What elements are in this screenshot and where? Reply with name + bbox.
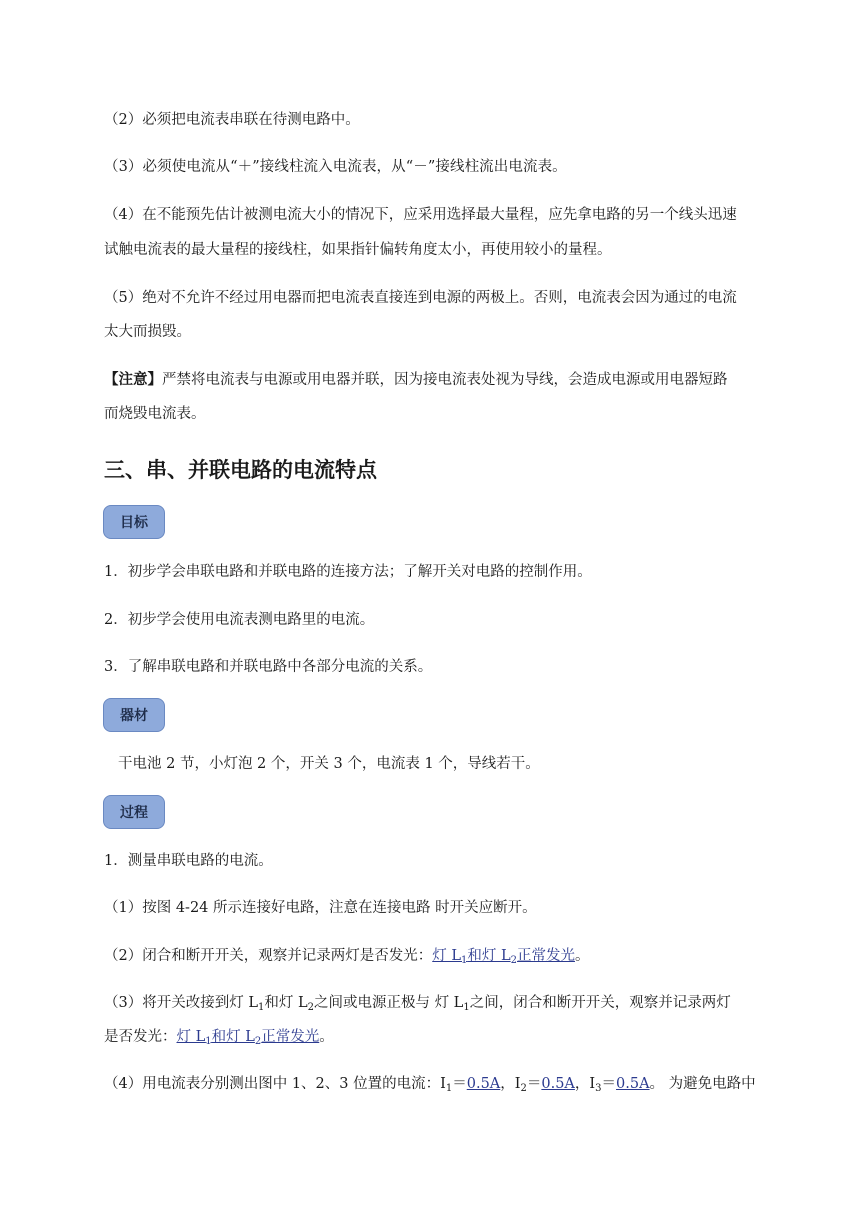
goal-item-1: 1．初步学会串联电路和并联电路的连接方法；了解开关对电路的控制作用。 — [104, 564, 592, 580]
paragraph-terminal-direction: （3）必须使电流从“＋”接线柱流入电流表，从“－”接线柱流出电流表。 — [104, 159, 567, 175]
process-sub-1: （1）按图 4-24 所示连接好电路，注意在连接电路 时开关应断开。 — [104, 900, 537, 916]
process-sub-4: （4）用电流表分别测出图中 1、2、3 位置的电流：$I_1=0.5A$，$I_2=0.5A$，$I_3=0.5A$。 为避免电路中 — [104, 1076, 756, 1094]
answer-lamps-on-2: 灯 $L_1$和灯 $L_2$正常发光 — [176, 1029, 320, 1047]
process-sub-3-line1: （3）将开关改接到灯 $L_1$和灯 $L_2$之间或电源正极与 灯 $L_1$之间，闭合和断开开关，观察并记录两灯 — [104, 995, 731, 1013]
section-title: 三、串、并联电路的电流特点 — [104, 458, 377, 482]
process-sub-2: （2）闭合和断开开关，观察并记录两灯是否发光：灯 $L_1$和灯 $L_2$正常发光。 — [104, 948, 590, 966]
answer-i2: 0.5A — [541, 1076, 575, 1092]
answer-lamps-on: 灯 $L_1$和灯 $L_2$正常发光 — [432, 948, 575, 966]
goal-item-3: 3．了解串联电路和并联电路中各部分电流的关系。 — [104, 659, 433, 675]
tag-equipment: 器材 — [103, 698, 165, 732]
paragraph-series-connection: （2）必须把电流表串联在待测电路中。 — [104, 112, 360, 128]
answer-i3: 0.5A — [616, 1076, 650, 1092]
paragraph-range-line1: （4）在不能预先估计被测电流大小的情况下，应采用选择最大量程，应先拿电路的另一个线头迅速 — [104, 207, 737, 223]
note-line1 — [104, 370, 728, 390]
equipment-text: 干电池 2 节，小灯泡 2 个，开关 3 个，电流表 1 个，导线若干。 — [118, 756, 540, 772]
process-step-1: 1．测量串联电路的电流。 — [104, 853, 273, 869]
goal-item-2: 2．初步学会使用电流表测电路里的电流。 — [104, 612, 375, 628]
process-sub-3-line2: 是否发光：灯 $L_1$和灯 $L_2$正常发光。 — [104, 1029, 334, 1047]
tag-goal: 目标 — [103, 505, 165, 539]
note-label: 【注意】 — [104, 371, 162, 388]
paragraph-range-line2: 试触电流表的最大量程的接线柱，如果指针偏转角度太小，再使用较小的量程。 — [104, 242, 612, 258]
note-text: 严禁将电流表与电源或用电器并联，因为接电流表处视为导线，会造成电源或用电器短路 — [162, 372, 728, 388]
paragraph-no-direct-line2: 太大而损毁。 — [104, 324, 191, 340]
tag-process: 过程 — [103, 795, 165, 829]
note-line2: 而烧毁电流表。 — [104, 406, 206, 422]
paragraph-no-direct-line1: （5）绝对不允许不经过用电器而把电流表直接连到电源的两极上。否则，电流表会因为通过的电流 — [104, 290, 737, 306]
answer-i1: 0.5A — [466, 1076, 501, 1092]
